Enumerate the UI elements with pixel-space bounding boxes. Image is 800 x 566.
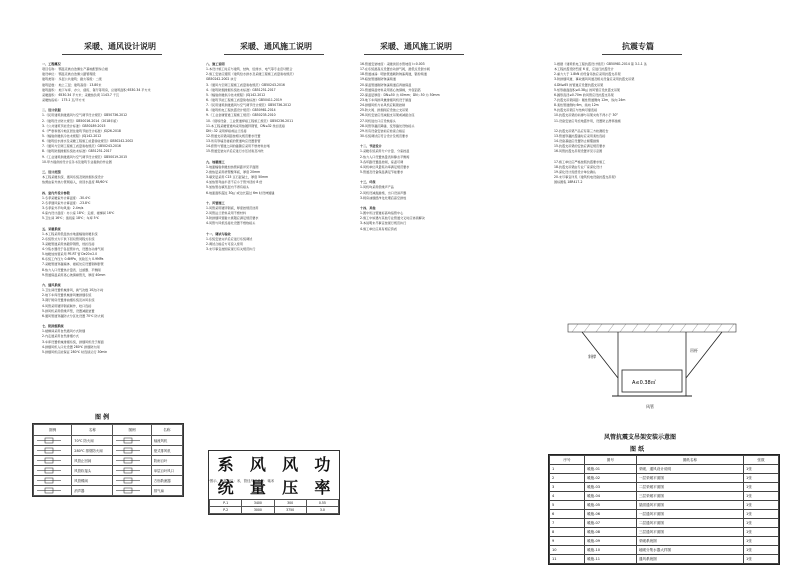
note-line: 4.《建筑防烟排烟系统技术标准》GB51251-2017 [206,87,276,92]
note-line: 5.矩形截面面积≥0.38㎡ 的风管应设抗震支吊架 [554,87,621,92]
section-heading: 四、室内外设计参数 [42,190,70,195]
note-line: 2.重力大于 1.8kN 的设备吊装应采用抗震支吊架 [554,72,621,77]
note-line: 4.室内设计温度：办公室 18℃；走廊、楼梯间 16℃ [42,211,115,216]
note-line: 30.系统调试应符合设计及规范要求 [360,133,409,138]
legend-table [32,423,184,497]
table-cell: 300 [274,500,306,507]
column-title: 采暖、通风设计说明 [84,42,156,51]
note-line: 5.排风机采用低噪声型，设置减振装置 [42,308,95,313]
note-line: 2.风管法兰垫料采用不燃材料 [206,211,247,216]
note-line: 10.抗震支吊架的斜撑与吊架夹角不得小于 30° [554,113,618,118]
note-line: 5.《辐射供暖供冷技术规程》JGJ142-2012 [206,92,266,97]
table-cell: 3750 [274,507,306,514]
note-line: 16.管道安装坡度：采暖供回水管坡度 i=0.003 [360,62,425,66]
note-line: 24.排烟风机与补风机应联锁控制 [360,103,406,108]
note-line: 9.《工业金属管道工程施工规范》GB50235-2010 [206,113,276,118]
column-design-notes [0,0,200,566]
area-label: A≤0.38㎡ [632,380,656,386]
title-underline [224,54,324,55]
note-line: 4.DN≥65 的管道应设置抗震支吊架 [554,82,604,87]
note-line: 1.风机均采用低噪声产品 [360,185,394,190]
table-cell: 0.55 [306,500,338,507]
note-line: 1.系统安装完毕后应进行系统调试 [206,236,253,241]
table-cell [34,476,72,486]
table-header-cell: 图例 [34,425,72,436]
table-cell [34,446,72,456]
note-line: 6.通风管道穿越防火分区处设置 70℃ 防火阀 [42,313,104,318]
note-line: 7.《通风与空调工程施工质量验收规范》GB50243-2016 [42,144,121,149]
table-header-cell: 序号 [550,456,585,465]
table-cell: 采暖、通风设计说明 [636,465,743,474]
table-cell: 11 [550,555,585,564]
column-title: 抗震专篇 [622,42,654,51]
note-line: 6.系统工作压力 0.6MPa，试验压力 0.9MPa [42,257,104,262]
column-title: 采暖、通风施工说明 [380,42,452,51]
table-header-cell: 图例 [113,425,151,436]
table-cell: 屋面通风平面图 [636,501,743,510]
note-line: 3.《公共建筑节能设计标准》GB50189-2015 [42,123,106,128]
note-line: 5.排烟风机应能保证 280℃ 时连续运行 30min [42,349,108,354]
table-cell: 风管蝶阀 [72,476,113,486]
notes-text-block [42,62,192,362]
note-line: 8.柔性管道侧向 6m，纵向 12m [554,103,599,108]
section-heading: 七、防排烟系统 [42,324,64,329]
table-row [34,476,183,486]
column-construction-notes-cont [350,0,500,566]
notes-text-block [360,62,500,242]
note-line: 4.施工单位应具有相应资质 [360,226,397,231]
note-line: 3.防排烟风管耐火极限应满足规范要求 [206,216,259,221]
note-line: 7.抗震支吊架间距：刚性管道侧向 12m，纵向 24m [554,97,626,102]
section-heading: 六、通风系统 [42,283,61,288]
table-cell: 暖施-09 [584,537,636,546]
table-row [550,537,779,546]
table-cell: 二层通风平面图 [636,519,743,528]
legend-symbol-icon [115,437,141,444]
note-line: 2.《建筑设计防火规范》GB50016-2014（2018年版） [42,118,120,123]
table-row [550,501,779,510]
table-row [550,474,779,483]
note-line: 27.风机进出口应设软接头 [360,118,396,123]
note-line: 4.风管采用镀锌钢板制作，咬口连接 [42,303,92,308]
table-cell: 7 [550,519,585,528]
table-cell: P-2 [210,507,242,514]
table-cell: 1张 [744,474,779,483]
note-line: 3.餐厅厨房设置排油烟系统及补风系统 [42,298,95,303]
note-line: 3.防排烟风道、事故通风风道及相关设备应采用抗震支吊架 [554,77,635,82]
table-row [34,456,183,466]
table-cell: 1张 [744,483,779,492]
legend-symbol-icon [36,467,62,474]
note-line: 5.加热管在填充层内不得有接头 [206,185,250,190]
note-line: 28.风管穿越沉降缝、变形缝处设软接头 [360,123,415,128]
section-heading: 一、工程概况 [42,62,61,66]
table-row [550,555,779,564]
note-line: 21.管道保温材料采用离心玻璃棉，外包铝箔 [360,87,421,92]
table-header-cell: 图纸名称 [636,456,743,465]
note-line: 2.调试合格后方可投入使用 [206,241,243,246]
table-cell: 暖施-07 [584,519,636,528]
section-heading: 十三、环保 [360,180,376,185]
legend-symbol-icon [36,477,62,484]
table-header-cell: 张数 [744,456,779,465]
table-cell: 3.0 [306,507,338,514]
seismic-support-diagram [562,318,742,428]
table-cell: 风管软接头 [72,466,113,476]
table-cell: 壁式排风机 [151,446,182,456]
note-line: 17.在系统最高点设置自动排气阀，最低点设泄水阀 [360,67,430,72]
note-line: 7.采暖管道穿越墙体、楼板处应设置钢制套管 [42,262,104,267]
note-line: 5.卫生间 16℃；值班室 18℃；车库 5℃ [42,216,100,221]
note-line: 17.施工单位应严格按照抗震要求施工 [554,159,606,164]
table-row [34,486,183,496]
section-heading: 九、地暖施工 [206,159,225,164]
note-line: 3.冬季室外平均风速：2.4m/s [42,205,84,210]
note-line: 1.图中所注管道标高均指管中心 [360,211,404,216]
table-cell: 2 [550,474,585,483]
units-note: *图示、标高单位：米，管径尺寸单位：毫米 [208,479,275,483]
note-line: 18.抗震支吊架由专业厂家深化设计 [554,164,603,169]
column-title: 采暖、通风施工说明 [240,42,312,51]
note-line: 26.风机安装应设减振支吊架或减振台座 [360,113,415,118]
note-line: 5.管道及设备保温满足节能要求 [360,169,404,174]
note-line: 10.《现场设备、工业管道焊接工程施工规范》GB50236-2011 [206,118,294,123]
note-line: 3.采暖管道采用热镀锌钢管，丝扣连接 [42,241,95,246]
table-header-cell: 系统 [217,455,234,497]
note-line: 5.地暖加热管采用 PE-RT 管 De20×2.0 [42,252,98,257]
note-line: 9.管道保温采用离心玻璃棉管壳，厚度 40mm [42,272,106,277]
section-heading: 二、设计依据 [42,108,61,113]
note-line: 1.采暖系统采用分户计量、分室控温 [360,149,410,154]
note-line: 4.排烟风机入口处设置 280℃ 排烟防火阀 [42,344,100,349]
note-line: 2.绝热层采用挤塑聚苯板，厚度 20mm [206,169,261,174]
note-line: 6.《建筑给水排水及采暖工程施工质量验收规范》GB50242-2002 [42,139,134,144]
note-line: 4.风机单位风量耗功率满足规范要求 [360,164,410,169]
note-line: 23.地下车库排风兼排烟风机设于屋面 [360,97,412,102]
table-row [550,483,779,492]
rod-label: 吊杆 [690,348,698,353]
table-cell: 暖施-02 [584,474,636,483]
table-row [34,436,183,446]
note-line: 14.套管与管道之间的缝隙应采用不燃材料封堵 [206,144,270,149]
legend-symbol-icon [36,457,62,464]
table-cell: 方形散流器 [151,476,182,486]
section-heading: 八、施工说明 [206,62,225,66]
note-line: 14.设备基础应设置防止倾覆措施 [554,139,600,144]
slab-hatch [572,324,734,332]
table-cell: 单层百叶风口 [151,466,182,476]
table-cell: 防雨百叶 [151,456,182,466]
note-line: 6.《建筑节能工程施工质量验收标准》GB50411-2019 [206,97,282,102]
note-line: 4.加热管弯曲半径不应小于管外径的 8 倍 [206,180,263,185]
note-line: 8.《建筑防烟排烟系统技术标准》GB51251-2017 [42,149,112,154]
legend-symbol-icon [115,487,141,494]
note-line: 2.施工中如遇与其他专业管道交叉时应协商解决 [360,216,425,221]
table-cell: 采暖系统图 [636,537,743,546]
note-line: 13.所有穿墙及楼板的管道均应设置套管 [206,139,261,144]
table-row [34,446,183,456]
note-line: 9.抗震支吊架应与结构可靠连接 [554,108,598,113]
legend-title: 图 例 [95,414,110,421]
table-cell: 1张 [744,519,779,528]
table-header-cell: 风压 [282,455,299,497]
table-cell [113,446,151,456]
note-line: 10.甲方提供的设计任务书及建筑专业提供的作业图 [42,159,112,164]
table-cell: 三层通风平面图 [636,528,743,537]
table-cell: 280℃ 排烟防火阀 [72,446,113,456]
table-cell: P-1 [210,500,242,507]
table-cell: 风管止回阀 [72,456,113,466]
note-line: 12.抗震支吊架产品应有第三方检测报告 [554,128,609,133]
notes-text-block [206,62,346,257]
note-line: 2.地下车库设置机械排风兼排烟系统 [42,293,92,298]
note-line: 11.设备安装应考虑地震作用，设置防止滑移措施 [554,118,621,123]
note-line: 建筑面积： 地下车库、办公、值班、餐厅等用房，总建筑面积 6530.34 平方米 [42,87,151,92]
note-line: 15.管道安装完毕后应进行水压试验及冲洗 [206,149,264,154]
note-line: 建设单位： 鄂温克族自治旗公路管理段 [42,72,96,77]
table-cell [34,466,72,476]
table-cell: 一层通风平面图 [636,510,743,519]
section-heading: 十一、调试与验收 [206,231,231,236]
table-cell: 暖施-05 [584,501,636,510]
drawing-list-table [548,454,780,565]
table-cell: 3 [550,483,585,492]
note-line: 16.风管抗震支吊架设置详见示意图 [554,149,603,154]
section-heading: 十、风管施工 [206,200,225,205]
note-line: 3.各环路设置温控阀，室温可调 [360,159,404,164]
note-line: 20.保温管道刷防锈漆两道后再做保温 [360,82,412,87]
column-construction-notes [200,0,350,566]
table-cell: 暖施-03 [584,483,636,492]
note-line: 13.管道穿越抗震缝时应采用柔性连接 [554,133,606,138]
note-line: 20.未尽事宜详见《建筑机电设备抗震支吊架》 [554,175,618,180]
note-line: 热源由室外热力管网接入，供回水温度 85/60℃ [42,180,108,185]
note-line: 5.《辐射供暖供冷技术规程》JGJ142-2012 [42,133,102,138]
note-line: 2.系统形式为下供下回双管同程式系统 [42,236,95,241]
note-line: 采暖热指标： 175.1 瓦/平方米 [42,97,85,102]
table-cell: 8 [550,528,585,537]
table-cell [34,436,72,446]
table-row [550,519,779,528]
table-cell: 1张 [744,546,779,555]
note-line: 1.楼梯间采用自然通风方式防烟 [42,329,86,334]
table-cell [34,486,72,496]
note-line: 2.风机设减振措施，出口设消声器 [360,190,407,195]
note-line: 1.本工程采用低温热水地面辐射供暖系统 [42,231,98,236]
table-cell [113,456,151,466]
note-line: 4.风管与风机连接处设置不燃软接头 [206,221,256,226]
note-line: 3.填充层采用 C15 豆石混凝土，厚度 50mm [206,175,269,180]
note-line: DN＞32 采用焊接或法兰连接 [206,128,247,133]
table-cell: 1张 [744,510,779,519]
note-line: 3.车库设置机械排烟系统，排烟风机设于屋面 [42,339,104,344]
note-line: 建筑类别： 多层公共建筑；耐火等级：二级 [42,77,102,82]
note-line: 29.所有设备安装前应检查合格证 [360,128,406,133]
table-cell: 暖施-08 [584,528,636,537]
note-line: 2.热力入口设置热量表和静态平衡阀 [360,154,410,159]
note-line: 12.管道支吊架间距按相关规范要求设置 [206,133,261,138]
note-line: 采暖面积： 6530.34 平方米；采暖热负荷 1143.7 千瓦 [42,92,120,97]
table-cell: 70℃ 防火阀 [72,436,113,446]
note-line: 2.内走道采用自然排烟方式 [42,334,79,339]
table-header-cell: 图号 [584,456,636,465]
note-line: 6.地面面积超过 30㎡ 或边长超过 6m 时设伸缩缝 [206,190,275,195]
table-cell: 消声器 [72,486,113,496]
table-cell: 轴流风机 [151,436,182,446]
note-line: 1.《民用建筑供暖通风与空气调节设计规范》GB50736-2012 [42,113,128,118]
note-line: 2.施工安装应遵照《建筑给水排水及采暖工程施工质量验收规范》 [206,72,296,77]
note-line: 本工程采暖系统、通风系统及防排烟系统设计 [42,175,104,180]
note-line: 项目名称： 鄂温克族自治旗生产基地配套综合楼 [42,67,108,72]
note-line: 1.地面辐射供暖加热管间距详见平面图 [206,164,259,169]
table-cell: 地暖分集水器大样图 [636,546,743,555]
duct-label: 风管 [646,404,654,409]
table-row [210,500,339,507]
table-cell: 三层采暖平面图 [636,492,743,501]
note-line: 11.本工程采暖管道均采用热镀锌钢管，DN≤32 丝扣连接 [206,123,286,128]
table-cell: 暖施-06 [584,510,636,519]
table-cell: 1 [550,465,585,474]
note-line: 18.管道油漆：明装管道刷防锈漆两道，银粉两道 [360,72,427,77]
table-cell: 一层采暖平面图 [636,474,743,483]
table-header-cell: 名称 [151,425,182,436]
legend-symbol-icon [36,447,62,454]
brace-label: 斜撑 [588,354,596,359]
brace-right [686,332,722,378]
note-line: 19.深化设计需经设计单位确认 [554,169,597,174]
table-cell: 排气扇 [151,486,182,496]
table-cell: 1张 [744,501,779,510]
table-cell [113,466,151,476]
legend-symbol-icon [115,447,141,454]
section-heading: 三、设计范围 [42,169,61,174]
section-heading: 五、采暖系统 [42,226,61,231]
table-cell [113,486,151,496]
table-row [550,492,779,501]
table-cell [113,476,151,486]
table-cell: 暖施-11 [584,555,636,564]
notes-text-block [554,62,784,197]
note-line: 1.卫生间设置机械排风，换气次数 10次/小时 [42,288,104,293]
note-line: 1.风管采用镀锌钢板，厚度按规范选用 [206,205,259,210]
title-underline [62,54,162,55]
note-line: 8.热力入口设置热计量表、过滤器、平衡阀 [42,267,101,272]
note-line: 22.保温层厚度：DN≤50 为 40mm；DN＞50 为 50mm [360,92,440,97]
table-row [550,546,779,555]
table-cell: 暖施-01 [584,465,636,474]
table-cell: 1张 [744,465,779,474]
note-line: 19.暗装管道刷防锈漆两道 [360,77,396,82]
table-cell: 6 [550,510,585,519]
table-header-cell: 名称 [72,425,113,436]
note-line: 3.厨房油烟经净化处理后高空排放 [360,195,407,200]
drawing-list-title: 图 纸 [630,446,645,453]
note-line: 2.冬季通风室外计算温度：-23.8℃ [42,200,91,205]
table-cell: 10 [550,546,585,555]
note-line: 1.冬季采暖室外计算温度：-30.4℃ [42,195,91,200]
note-line: 4.分集水器设于各层管井内，设置自动排气阀 [42,247,104,252]
note-line: 3.本说明未尽事宜按现行规范执行 [360,221,407,226]
table-cell [34,456,72,466]
table-cell [113,436,151,446]
note-line: 1.根据《建筑机电工程抗震设计规范》GB50981-2014 第 3.1.1 条 [554,62,647,66]
table-cell: 通风系统图 [636,555,743,564]
figure-title: 风管抗震支吊架安装示意图 [604,434,677,441]
column-seismic [500,0,800,566]
note-line: GB50242-2002 执行 [206,77,237,82]
ceiling-slab [568,324,736,332]
table-row [210,507,339,514]
table-cell: 1张 [744,537,779,546]
legend-symbol-icon [115,477,141,484]
table-row [34,466,183,476]
title-underline [602,54,682,55]
table-cell: 1张 [744,492,779,501]
section-heading: 十四、其他 [360,205,376,210]
note-line: 4.《严寒和寒冷地区居住建筑节能设计标准》JGJ26-2018 [42,128,121,133]
note-line: 6.圆形直径≥0.70m 的风管应设抗震支吊架 [554,92,614,97]
table-cell: 1张 [744,528,779,537]
title-underline [364,54,464,55]
note-line: 15.抗震支吊架的安装应满足规范要求 [554,144,606,149]
table-cell: 1张 [744,555,779,564]
table-row [550,510,779,519]
table-row [550,528,779,537]
note-line: 7.《民用建筑供暖通风与空气调节设计规范》GB50736-2012 [206,103,292,108]
table-cell: 9 [550,537,585,546]
note-line: 3.《通风与空调工程施工质量验收规范》GB50243-2016 [206,82,285,87]
legend-symbol-icon [115,457,141,464]
table-header-cell: 风量 [249,455,266,497]
table-cell: 暖施-10 [584,546,636,555]
table-cell: 4 [550,492,585,501]
table-cell: 3400 [242,500,274,507]
note-line: 本工程抗震设防烈度 6 度，应进行抗震设计 [554,67,614,72]
note-line: 8.《建筑机电工程抗震设计规范》GB50981-2014 [206,108,276,113]
note-line: 建筑层数： 地上三层；建筑高度：13.80米 [42,82,102,87]
table-header-cell: 功率 [314,455,331,497]
legend-symbol-icon [115,467,141,474]
section-heading: 十二、节能设计 [360,144,382,149]
table-row [550,465,779,474]
note-line: 国标图集 18R417-2 [554,180,583,185]
legend-symbol-icon [36,487,62,494]
legend-symbol-icon [36,437,62,444]
table-cell: 5 [550,501,585,510]
table-cell: 3000 [242,507,274,514]
table-cell: 暖施-04 [584,492,636,501]
note-line: 25.防火阀、排烟阀应设独立支吊架 [360,108,409,113]
note-line: 1.本设计施工时应与建筑、结构、给排水、电气等专业密切配合 [206,67,293,72]
table-cell: 二层采暖平面图 [636,483,743,492]
note-line: 9.《工业建筑供暖通风与空气调节设计规范》GB50019-2015 [42,154,128,159]
note-line: 3.未尽事宜按国家现行有关规范执行 [206,247,256,252]
